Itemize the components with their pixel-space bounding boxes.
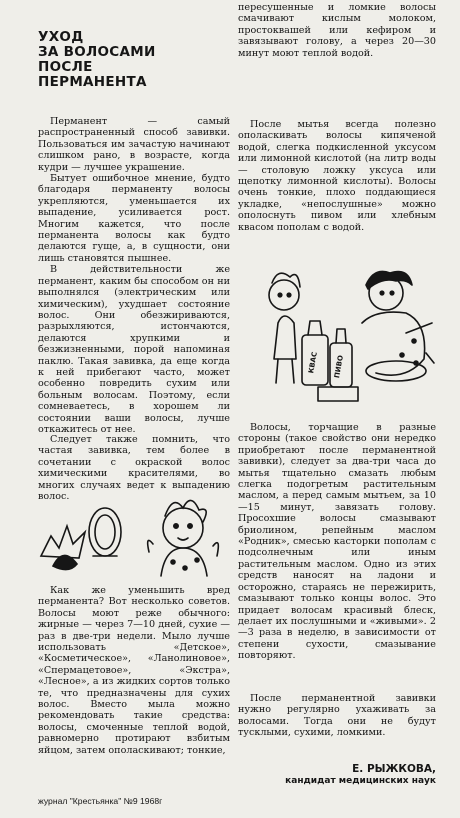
kvass-label: КВАС (307, 351, 319, 374)
small-girl-body (274, 316, 296, 359)
title-line: УХОД (38, 29, 84, 45)
paragraph: Волосы, торчащие в разные стороны (такое свойство они нередко приобретают после перманентной завивки), следует за два-три часа до мытья тщательно смазать любым слегка подогретым растительным маслом, а перед самым мытьем, за 10—15 минут, завязать голову. Просохшие волосы смазывают бриолином, репейным маслом «Родник», смесью касторки пополам с подсолнечным или иным растительным маслом. Одно из этих средств наносят на ладони и осторожно, стараясь не пережирить, смазывают только концы волос. Это придает волосам красивый блеск, делает их послушными и «живыми». 2—3 раза в неделю, в зависимости от степени сухости, смазывание повторяют. (238, 422, 436, 662)
paragraph: После перманентной завивки нужно регулярно ухаживать за волосами. Тогда они не будут тусклыми, сухими, ломкими. (238, 693, 436, 739)
paragraph: В действительности же перманент, каким бы способом он ни выполнялся (электрическим или химическим), ухудшает состояние волос. Они обезжириваются, разрыхляются, истончаются, делаются хрупкими и безжизненными, порой напоминая паклю. Такая завивка, да еще когда к ней прибегают часто, может особенно повредить сухим или больным волосам. Поэтому, если сомневаетесь, в хорошем ли состоянии ваши волосы, лучше откажитесь от нее. (38, 264, 230, 435)
right-column-text-4 (238, 693, 436, 739)
paragraph: Как же уменьшить вред перманента? Вот несколько советов. Волосы моют реже обычного: жирные — через 7—10 дней, сухие — раз в две-три недели. Мыло лучше использовать «Детское», «Косметическое», «Ланолиновое», «Спермацетовое», «Экстра», «Лесное», а из жидких сортов только те, что предназначены для сухих волос. Вместо мыла можно рекомендовать такие средства: волосы, смоченные теплой водой, равномерно протирают взбитым яйцом, затем ополаскивают; тонкие, (38, 585, 230, 756)
author-name: Е. РЫЖКОВА, (352, 763, 436, 775)
right-column-text-3 (238, 422, 436, 662)
title-line: ЗА ВОЛОСАМИ (38, 44, 156, 60)
right-column-text-2 (238, 119, 436, 233)
beer-label: ПИВО (333, 354, 345, 379)
right-column-text-1 (238, 2, 436, 59)
left-column-text-3 (38, 585, 230, 756)
girl-head (163, 508, 203, 548)
soap-block (318, 387, 358, 401)
source-caption: журнал "Крестьянка" №9 1968г (38, 796, 163, 806)
title-line: ПОСЛЕ (38, 59, 93, 75)
cartoon-illustration-left (33, 486, 228, 581)
paragraph: После мытья всегда полезно ополаскивать волосы кипяченой водой, слегка подкисленной уксусом или лимонной кислотой (на литр воды — столовую ложку уксуса или щепотку лимонной кислоты). Волосы очень тонкие, плохо поддающиеся укладке, «непослушные» можно ополоснуть пивом или хлебным квасом пополам с водой. (238, 119, 436, 233)
cartoon-illustration-kvass (256, 263, 436, 413)
paragraph: пересушенные и ломкие волосы смачивают кислым молоком, простоквашей или кефиром и завязывают голову, а через 20—30 минут моют теплой водой. (238, 2, 436, 59)
left-column-text-1 (38, 116, 230, 435)
author-signature (238, 763, 436, 787)
article-title (38, 30, 228, 90)
paragraph: Бытует ошибочное мнение, будто благодаря перманенту волосы укрепляются, уменьшается их выпадение, усиливается рост. Многим кажется, что после перманента волосы как будто делаются гуще, а, в сущности, они лишь становятся пышнее. (38, 173, 230, 264)
girl-body (161, 548, 207, 576)
paragraph: Следует также помнить, что частая завивка, тем более в сочетании с окраской волос химическими красителями, во многих случаях ведет к выпадению волос. (38, 434, 230, 503)
paragraph: Перманент — самый распространенный способ завивки. Пользоваться им зачастую начинают слишком рано, в возрасте, когда кудри — лучшее украшение. (38, 116, 230, 173)
author-role: кандидат медицинских наук (285, 776, 436, 786)
small-girl-head (269, 280, 299, 310)
title-line: ПЕРМАНЕНТА (38, 74, 147, 90)
spiky-hair-shape (41, 526, 85, 558)
